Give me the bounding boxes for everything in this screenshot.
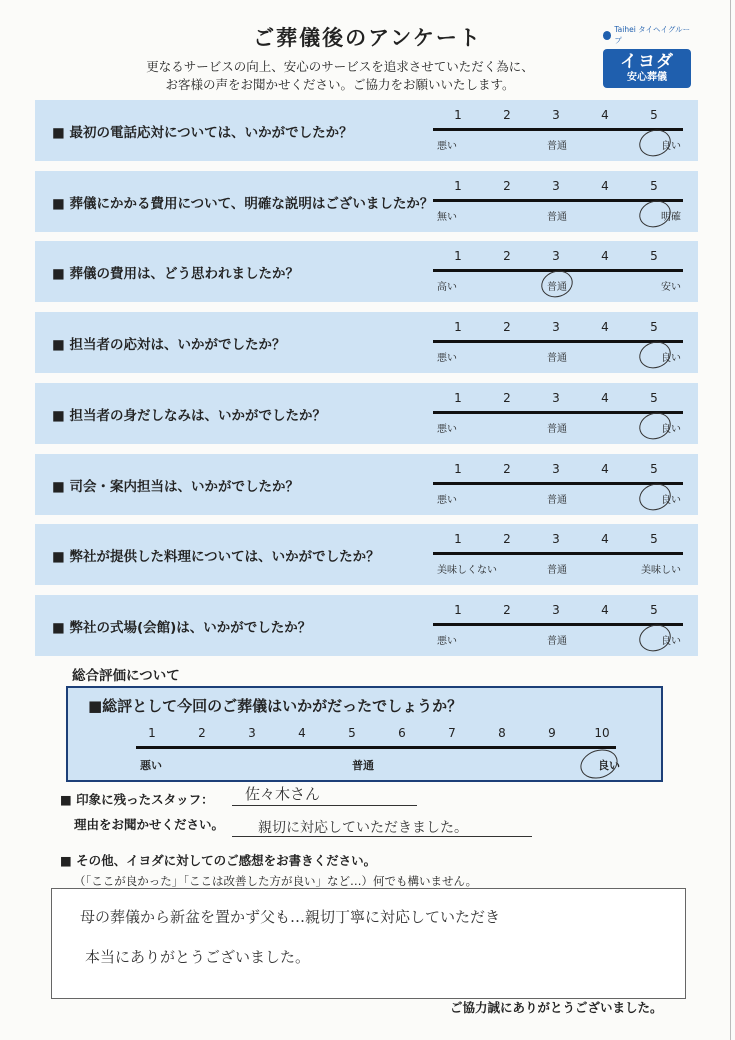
scale-mid-label: 普通 (547, 494, 567, 506)
scale-high-label: 安い (661, 282, 681, 294)
staff-name-value[interactable]: 佐々木さん (245, 785, 321, 803)
staff-underline (232, 805, 417, 806)
scale-number[interactable]: 3 (552, 461, 560, 476)
overall-scale-number[interactable]: 10 (594, 726, 610, 740)
overall-scale-number[interactable]: 4 (298, 726, 306, 740)
scale-number[interactable]: 1 (454, 461, 462, 476)
rating-scale[interactable] (433, 108, 683, 158)
scale-number[interactable]: 2 (503, 320, 511, 335)
overall-high-label: 良い (598, 759, 620, 772)
page-edge (730, 0, 731, 1040)
scale-number[interactable]: 4 (601, 249, 609, 264)
intro-line-2: お客様の声をお聞かせください。ご協力をお願いいたします。 (165, 77, 515, 92)
overall-answer-circle-mark (577, 745, 622, 783)
scale-number[interactable]: 5 (650, 602, 658, 617)
overall-mid-label: 普通 (352, 759, 374, 772)
scale-number[interactable]: 1 (454, 108, 462, 122)
brand-name: イヨダ (620, 52, 674, 72)
scale-number[interactable]: 2 (503, 390, 511, 405)
question-row (35, 454, 698, 515)
scale-line (433, 482, 683, 485)
question-text: ■ 担当者の応対は、いかがでしたか？ (52, 337, 286, 354)
scale-high-label: 良い (661, 635, 681, 647)
scale-number[interactable]: 5 (650, 320, 658, 335)
overall-scale-number[interactable]: 9 (548, 726, 556, 740)
scale-low-label: 高い (437, 282, 457, 294)
rating-scale[interactable] (433, 179, 683, 229)
scale-line (433, 623, 683, 626)
scale-number[interactable]: 2 (503, 602, 511, 617)
scale-number[interactable]: 2 (503, 108, 511, 122)
scale-number[interactable]: 4 (601, 461, 609, 476)
comment-box[interactable] (51, 888, 686, 999)
company-logo (603, 24, 691, 88)
question-row (35, 171, 698, 232)
scale-low-label: 悪い (437, 635, 457, 647)
scale-line (433, 411, 683, 414)
question-text: ■ 弊社の式場(会館)は、いかがでしたか？ (52, 619, 312, 636)
scale-line (433, 552, 683, 555)
comments-label: ■ その他、イヨダに対してのご感想をお書きください。 (60, 853, 377, 868)
overall-scale-number[interactable]: 3 (248, 726, 256, 740)
scale-number[interactable]: 1 (454, 390, 462, 405)
question-row (35, 100, 698, 161)
scale-number[interactable]: 1 (454, 249, 462, 264)
overall-section-title: 総合評価について (72, 668, 180, 684)
overall-scale-number[interactable]: 8 (498, 726, 506, 740)
rating-scale[interactable] (433, 532, 683, 582)
rating-scale[interactable] (433, 249, 683, 299)
question-row (35, 383, 698, 444)
scale-mid-label: 普通 (547, 565, 567, 577)
scale-high-label: 良い (661, 494, 681, 506)
overall-scale-number[interactable]: 5 (348, 726, 356, 740)
scale-low-label: 無い (437, 211, 457, 223)
scale-number[interactable]: 2 (503, 461, 511, 476)
overall-rating-scale[interactable] (136, 726, 620, 776)
scale-number[interactable]: 1 (454, 532, 462, 547)
scale-mid-label: 普通 (547, 282, 567, 294)
scale-number[interactable]: 5 (650, 108, 658, 122)
scale-low-label: 悪い (437, 494, 457, 506)
scale-high-label: 明確 (661, 211, 681, 223)
scale-number[interactable]: 5 (650, 390, 658, 405)
question-row (35, 241, 698, 302)
scale-number[interactable]: 2 (503, 249, 511, 264)
reason-underline (232, 836, 532, 837)
scale-number[interactable]: 5 (650, 249, 658, 264)
scale-number[interactable]: 5 (650, 532, 658, 547)
intro-text (60, 58, 620, 94)
scale-line (433, 340, 683, 343)
overall-scale-number[interactable]: 2 (198, 726, 206, 740)
scale-number[interactable]: 3 (552, 320, 560, 335)
scale-number[interactable]: 3 (552, 390, 560, 405)
question-text: ■ 担当者の身だしなみは、いかがでしたか？ (52, 407, 326, 424)
overall-low-label: 悪い (140, 759, 162, 772)
scale-number[interactable]: 4 (601, 532, 609, 547)
scale-number[interactable]: 3 (552, 108, 560, 122)
comments-note: （「ここが良かった」「ここは改善した方が良い」など…）何でも構いません。 (74, 874, 478, 888)
question-row (35, 595, 698, 656)
scale-mid-label: 普通 (547, 423, 567, 435)
scale-number[interactable]: 3 (552, 532, 560, 547)
question-text: ■ 最初の電話応対については、いかがでしたか？ (52, 125, 353, 141)
scale-low-label: 悪い (437, 353, 457, 365)
scale-number[interactable]: 4 (601, 602, 609, 617)
overall-rating-box (66, 686, 663, 782)
question-row (35, 312, 698, 373)
scale-high-label: 良い (661, 353, 681, 365)
scale-low-label: 悪い (437, 141, 457, 152)
scale-number[interactable]: 3 (552, 602, 560, 617)
scale-low-label: 美味しくない (437, 565, 497, 577)
scale-number[interactable]: 4 (601, 320, 609, 335)
scale-number[interactable]: 5 (650, 178, 658, 193)
comment-line-1: 母の葬儀から新盆を置かず父も…親切丁寧に対応していただき (80, 908, 501, 926)
scale-line (433, 128, 683, 131)
group-logo (603, 24, 691, 46)
scale-number[interactable]: 2 (503, 532, 511, 547)
group-name: Taihei タイヘイグループ (614, 25, 691, 45)
scale-number[interactable]: 4 (601, 390, 609, 405)
overall-scale-number[interactable]: 6 (398, 726, 406, 740)
page-title: ご葬儀後のアンケート (253, 26, 482, 50)
scale-line (433, 199, 683, 202)
scale-mid-label: 普通 (547, 353, 567, 365)
scale-number[interactable]: 4 (601, 108, 609, 122)
staff-label: ■ 印象に残ったスタッフ： (60, 792, 214, 807)
rating-scale[interactable] (433, 320, 683, 370)
scale-mid-label: 普通 (547, 635, 567, 647)
reason-label: 理由をお聞かせください。 (74, 817, 225, 832)
rating-scale[interactable] (433, 462, 683, 512)
overall-scale-number[interactable]: 1 (148, 726, 156, 740)
overall-question: ■総評として今回のご葬儀はいかがだったでしょうか？ (88, 697, 463, 715)
scale-number[interactable]: 1 (454, 178, 462, 193)
scale-high-label: 良い (661, 141, 681, 152)
scale-high-label: 美味しい (641, 565, 681, 577)
rating-scale[interactable] (433, 603, 683, 653)
thanks-text: ご協力誠にありがとうございました。 (450, 1000, 663, 1015)
scale-number[interactable]: 1 (454, 602, 462, 617)
scale-number[interactable]: 3 (552, 178, 560, 193)
scale-mid-label: 普通 (547, 141, 567, 152)
intro-line-1: 更なるサービスの向上、安心のサービスを追求させていただく為に、 (146, 59, 534, 74)
scale-number[interactable]: 2 (503, 178, 511, 193)
scale-number[interactable]: 1 (454, 320, 462, 335)
scale-mid-label: 普通 (547, 211, 567, 223)
question-row (35, 524, 698, 585)
brand-badge (603, 49, 691, 88)
question-text: ■ 葬儀にかかる費用について、明確な説明はございましたか？ (52, 195, 434, 212)
question-text: ■ 弊社が提供した料理については、いかがでしたか？ (52, 549, 380, 566)
scale-number[interactable]: 5 (650, 461, 658, 476)
overall-scale-line (136, 746, 616, 749)
brand-sub: 安心葬儀 (627, 72, 667, 83)
reason-value[interactable]: 親切に対応していただきました。 (258, 820, 468, 836)
scale-number[interactable]: 4 (601, 178, 609, 193)
scale-number[interactable]: 3 (552, 249, 560, 264)
taihei-mark-icon (603, 31, 611, 40)
rating-scale[interactable] (433, 391, 683, 441)
overall-scale-number[interactable]: 7 (448, 726, 456, 740)
scale-low-label: 悪い (437, 423, 457, 435)
question-text: ■ 葬儀の費用は、どう思われましたか？ (52, 266, 299, 283)
scale-high-label: 良い (661, 423, 681, 435)
question-text: ■ 司会・案内担当は、いかがでしたか？ (52, 478, 299, 495)
comment-line-2: 本当にありがとうございました。 (85, 948, 311, 966)
